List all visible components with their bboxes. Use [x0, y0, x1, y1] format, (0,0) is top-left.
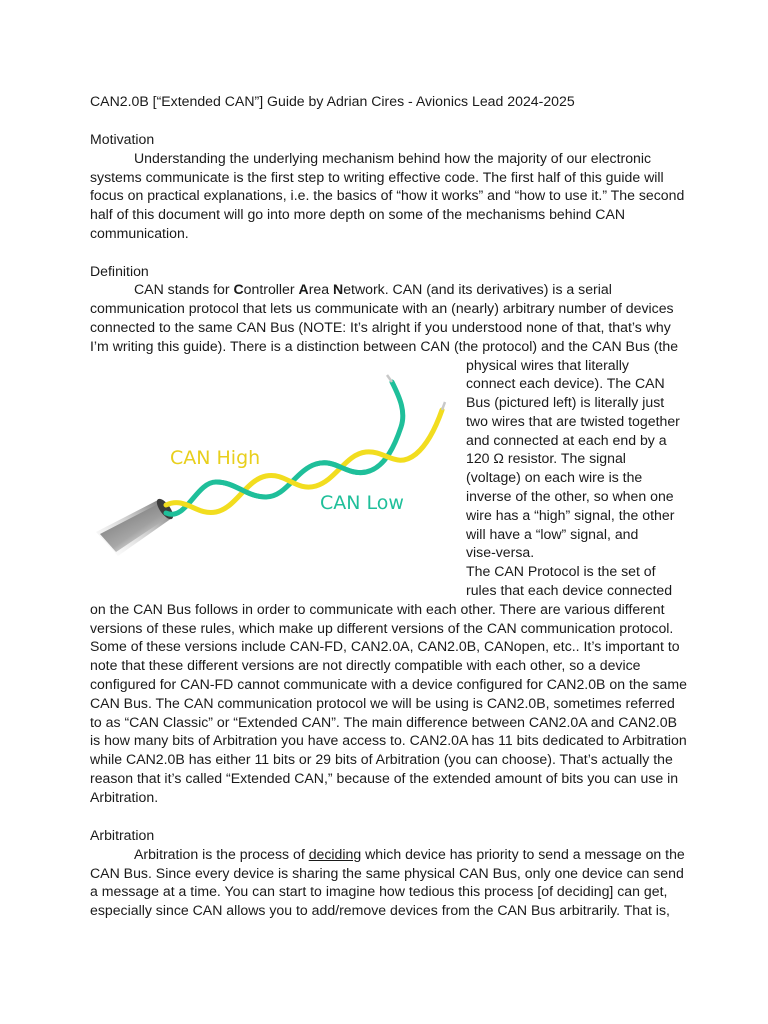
can-bus-twisted-pair-figure [96, 372, 458, 560]
paragraph-line: communication protocol that lets us communicate with an (nearly) arbitrary number of devices [90, 300, 674, 316]
paragraph-line: systems communicate is the first step to writing effective code. The first half of this guide will [90, 169, 664, 185]
wire-tip-icon [387, 375, 392, 382]
paragraph-line: focus on practical explanations, i.e. the basics of “how it works” and “how to use it.” The second [90, 187, 685, 203]
document-title: CAN2.0B [“Extended CAN”] Guide by Adrian Cires - Avionics Lead 2024-2025 [90, 93, 575, 109]
paragraph-line: I’m writing this guide). There is a distinction between CAN (the protocol) and the CAN Bus (the [90, 338, 679, 354]
paragraph-line: reason that it’s called “Extended CAN,” because of the extended amount of bits you can use in [90, 770, 679, 786]
paragraph-line: Arbitration. [90, 789, 159, 805]
paragraph-line: is how many bits of Arbitration you have access to. CAN2.0A has 11 bits dedicated to Arbitration [90, 732, 687, 748]
paragraph-line: will have a “low” signal, and [466, 526, 639, 542]
paragraph-line: two wires that are twisted together [466, 413, 680, 429]
arbitration-heading: Arbitration [90, 827, 155, 843]
paragraph-line: inverse of the other, so when one [466, 488, 674, 504]
paragraph-line: versions of these rules, which make up different versions of the CAN communication protocol. [90, 620, 674, 636]
paragraph-line: CAN Bus. The CAN communication protocol we will be using is CAN2.0B, sometimes referred [90, 695, 675, 711]
paragraph-line: to as “CAN Classic” or “Extended CAN”. The main difference between CAN2.0A and CAN2.0B [90, 714, 677, 730]
paragraph-line: rules that each device connected [466, 582, 673, 598]
paragraph-line: connect each device). The CAN [466, 375, 665, 391]
paragraph-line: a message at a time. You can start to imagine how tedious this process [of deciding] can get, [90, 883, 668, 899]
can-high-label: CAN High [170, 447, 261, 469]
paragraph-line: physical wires that literally [466, 357, 629, 373]
paragraph-line: half of this document will go into more depth on some of the mechanisms behind CAN [90, 206, 626, 222]
paragraph-line: while CAN2.0B has either 11 bits or 29 bits of Arbitration (you can choose). That’s actually the [90, 751, 673, 767]
paragraph-line: especially since CAN allows you to add/remove devices from the CAN Bus arbitrarily. That is, [90, 902, 670, 918]
underlined-word: deciding [308, 846, 362, 862]
paragraph-line: wire has a “high” signal, the other [466, 507, 675, 523]
paragraph-line: CAN Bus. Since every device is sharing the same physical CAN Bus, only one device can send [90, 865, 684, 881]
paragraph-line: Arbitration is the process of deciding which device has priority to send a message on the [134, 846, 685, 862]
paragraph-line: Bus (pictured left) is literally just [466, 394, 665, 410]
paragraph-line: connected to the same CAN Bus (NOTE: It’s alright if you understood none of that, that’s why [90, 319, 671, 335]
paragraph-line: communication. [90, 225, 189, 241]
paragraph-line: note that these different versions are not directly compatible with each other, so a device [90, 657, 641, 673]
paragraph-line: configured for CAN-FD cannot communicate with a device configured for CAN2.0B on the same [90, 676, 687, 692]
paragraph-line: (voltage) on each wire is the [466, 469, 643, 485]
paragraph-line: Understanding the underlying mechanism behind how the majority of our electronic [134, 150, 652, 166]
definition-heading: Definition [90, 263, 149, 279]
paragraph-line: 120 Ω resistor. The signal [466, 450, 626, 466]
wire-tip-icon [442, 402, 445, 410]
paragraph-line: on the CAN Bus follows in order to communicate with each other. There are various different [90, 601, 665, 617]
paragraph-line: Some of these versions include CAN-FD, CAN2.0A, CAN2.0B, CANopen, etc.. It’s important to [90, 638, 680, 654]
paragraph-line: CAN stands for Controller Area Network. CAN (and its derivatives) is a serial [134, 281, 612, 297]
can-low-label: CAN Low [320, 492, 404, 514]
paragraph-line: The CAN Protocol is the set of [466, 563, 656, 579]
paragraph-line: and connected at each end by a [466, 432, 667, 448]
paragraph-line: vise-versa. [466, 544, 535, 560]
motivation-heading: Motivation [90, 131, 155, 147]
